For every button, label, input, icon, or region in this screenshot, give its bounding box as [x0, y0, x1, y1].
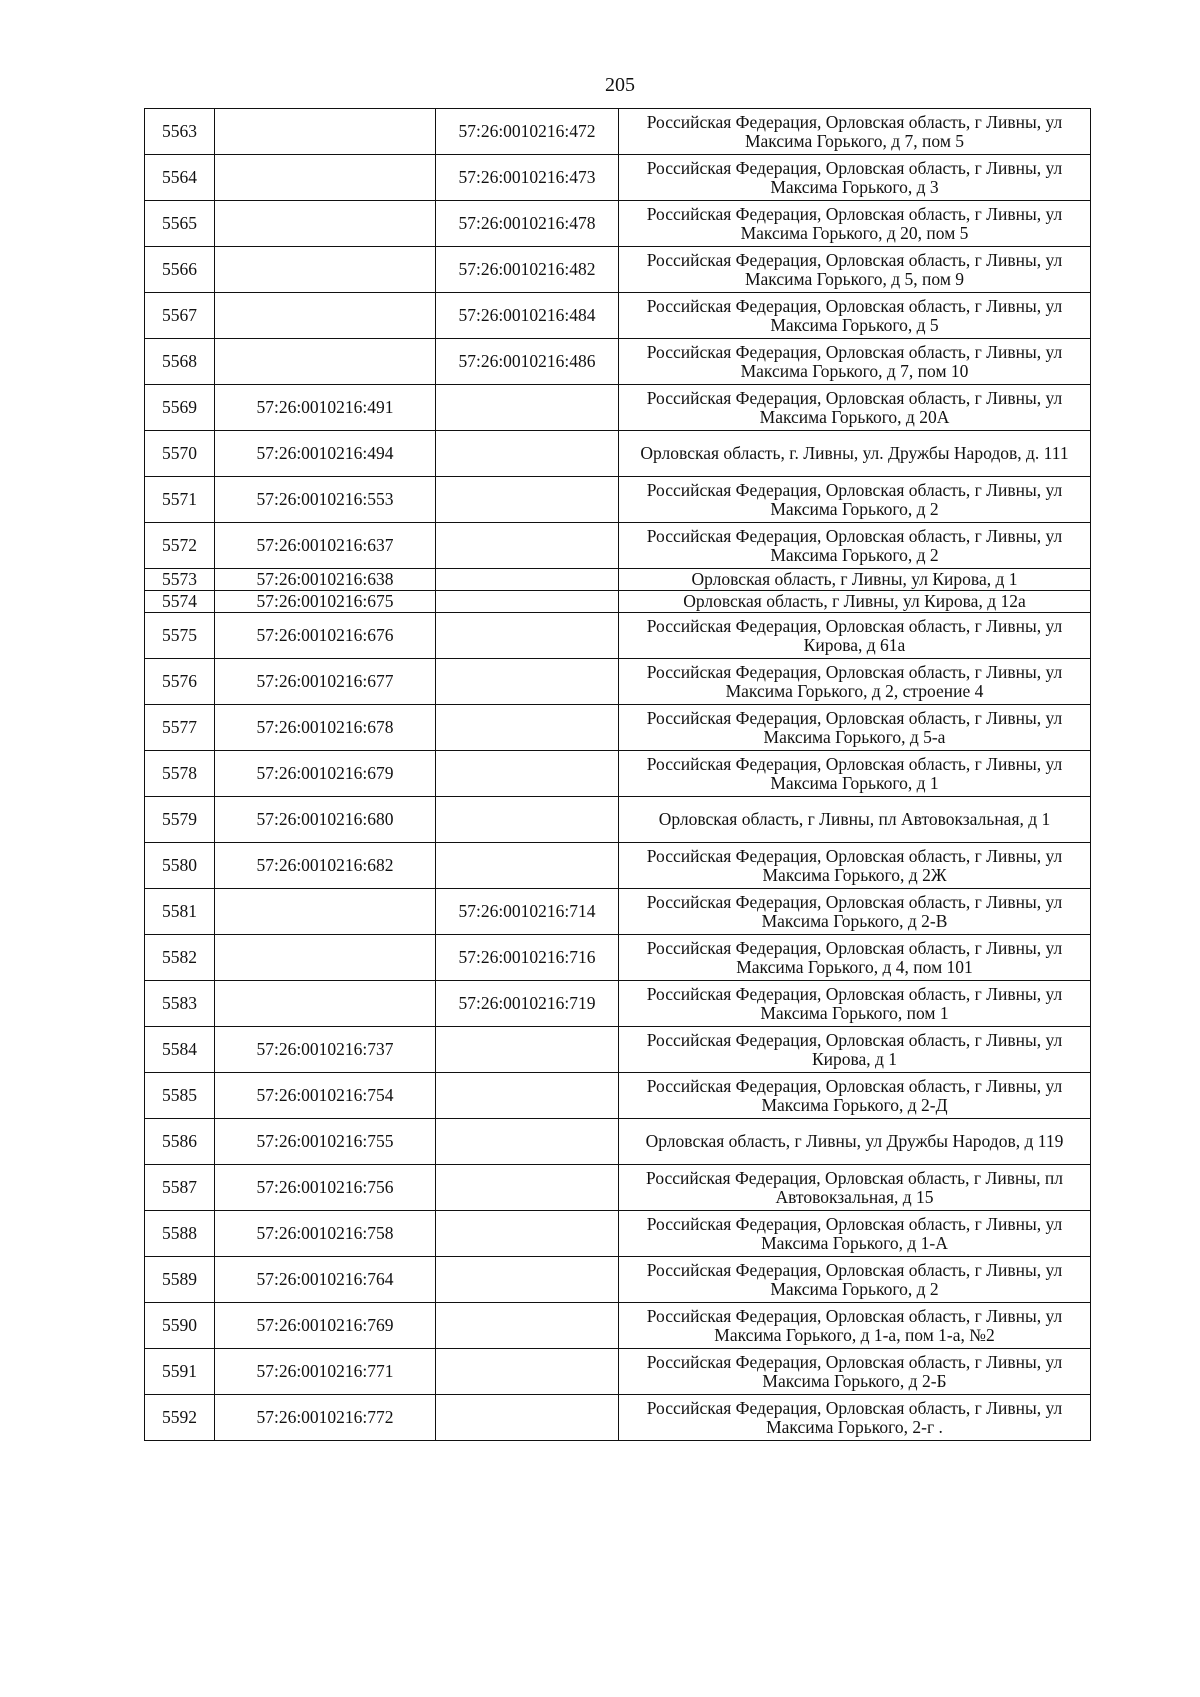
cadastral-number-a-cell [215, 1027, 436, 1073]
cadastral-number-a-cell [215, 935, 436, 981]
cadastral-number-b-text: 57:26:0010216:486 [458, 351, 596, 371]
cadastral-number-a-cell [215, 1119, 436, 1165]
cadastral-number-b-cell [436, 201, 619, 247]
row-number-text: 5580 [162, 855, 197, 875]
address-text: Российская Федерация, Орловская область, г Ливны, ул Максима Горького, д 4, пом 101 [646, 937, 1063, 977]
cadastral-number-a-text: 57:26:0010216:769 [256, 1315, 394, 1335]
table-row [145, 1303, 1091, 1349]
cadastral-number-b-text: 57:26:0010216:482 [458, 259, 596, 279]
cadastral-number-b-cell [436, 1027, 619, 1073]
cadastral-number-a-cell [215, 569, 436, 591]
cadastral-number-b-cell [436, 1257, 619, 1303]
row-number-text: 5583 [162, 993, 197, 1013]
address-cell [619, 751, 1091, 797]
row-number-cell [145, 843, 215, 889]
row-number-cell [145, 797, 215, 843]
address-cell [619, 1349, 1091, 1395]
table-row [145, 889, 1091, 935]
row-number-text: 5577 [162, 717, 197, 737]
cadastral-number-b-cell [436, 889, 619, 935]
row-number-cell [145, 1303, 215, 1349]
cadastral-number-b-cell [436, 1073, 619, 1119]
address-text: Российская Федерация, Орловская область, г Ливны, ул Максима Горького, д 2-Б [646, 1351, 1063, 1391]
table-row [145, 201, 1091, 247]
address-text: Российская Федерация, Орловская область, г Ливны, ул Максима Горького, д 2 [646, 479, 1063, 519]
cadastral-number-a-text: 57:26:0010216:755 [256, 1131, 394, 1151]
table-row [145, 797, 1091, 843]
row-number-text: 5589 [162, 1269, 197, 1289]
address-text: Орловская область, г Ливны, ул Дружбы Народов, д 119 [645, 1131, 1064, 1151]
address-text: Российская Федерация, Орловская область, г Ливны, ул Максима Горького, д 2 [646, 1259, 1063, 1299]
row-number-cell [145, 613, 215, 659]
cadastral-number-a-cell [215, 751, 436, 797]
cadastral-number-a-text: 57:26:0010216:553 [256, 489, 394, 509]
cadastral-number-a-cell [215, 797, 436, 843]
cadastral-number-b-cell [436, 981, 619, 1027]
row-number-cell [145, 155, 215, 201]
row-number-cell [145, 935, 215, 981]
row-number-text: 5568 [162, 351, 197, 371]
cadastral-number-a-text: 57:26:0010216:772 [256, 1407, 394, 1427]
address-text: Российская Федерация, Орловская область, г Ливны, ул Максима Горького, д 7, пом 5 [646, 111, 1063, 151]
row-number-cell [145, 659, 215, 705]
row-number-cell [145, 201, 215, 247]
address-cell [619, 431, 1091, 477]
cadastral-number-b-cell [436, 659, 619, 705]
cadastral-number-a-cell [215, 889, 436, 935]
cadastral-number-a-cell [215, 613, 436, 659]
address-text: Российская Федерация, Орловская область, г Ливны, ул Максима Горького, д 7, пом 10 [646, 341, 1063, 381]
table-row [145, 1349, 1091, 1395]
address-cell [619, 935, 1091, 981]
table-row [145, 591, 1091, 613]
row-number-cell [145, 1119, 215, 1165]
row-number-cell [145, 705, 215, 751]
cadastral-number-a-text: 57:26:0010216:680 [256, 809, 394, 829]
cadastral-number-b-text: 57:26:0010216:478 [458, 213, 596, 233]
row-number-cell [145, 1027, 215, 1073]
row-number-text: 5586 [162, 1131, 197, 1151]
cadastral-number-a-text: 57:26:0010216:675 [256, 591, 394, 611]
table-row [145, 659, 1091, 705]
row-number-text: 5565 [162, 213, 197, 233]
cadastral-number-b-cell [436, 523, 619, 569]
cadastral-number-a-cell [215, 659, 436, 705]
cadastral-number-a-cell [215, 1073, 436, 1119]
address-text: Российская Федерация, Орловская область, г Ливны, ул Максима Горького, д 1-а, пом 1-а, №2 [646, 1305, 1063, 1345]
table-row [145, 1211, 1091, 1257]
cadastral-number-b-cell [436, 477, 619, 523]
address-cell [619, 339, 1091, 385]
address-text: Российская Федерация, Орловская область, г Ливны, ул Максима Горького, д 3 [646, 157, 1063, 197]
cadastral-number-b-cell [436, 109, 619, 155]
cadastral-number-a-cell [215, 1303, 436, 1349]
address-text: Российская Федерация, Орловская область, г Ливны, ул Максима Горького, д 2Ж [646, 845, 1063, 885]
address-text: Российская Федерация, Орловская область, г Ливны, ул Максима Горького, д 20, пом 5 [646, 203, 1063, 243]
table-row [145, 1073, 1091, 1119]
address-text: Орловская область, г. Ливны, ул. Дружбы Народов, д. 111 [640, 443, 1069, 463]
address-cell [619, 1257, 1091, 1303]
address-cell [619, 569, 1091, 591]
address-cell [619, 1395, 1091, 1441]
cadastral-number-b-cell [436, 385, 619, 431]
cadastral-number-b-cell [436, 431, 619, 477]
address-text: Орловская область, г Ливны, пл Автовокзальная, д 1 [658, 809, 1051, 829]
address-text: Российская Федерация, Орловская область, г Ливны, ул Максима Горького, д 1 [646, 753, 1063, 793]
cadastral-number-a-cell [215, 201, 436, 247]
cadastral-number-b-cell [436, 613, 619, 659]
cadastral-number-b-cell [436, 247, 619, 293]
cadastral-number-a-text: 57:26:0010216:638 [256, 569, 394, 589]
address-text: Российская Федерация, Орловская область, г Ливны, ул Максима Горького, 2-г . [646, 1397, 1063, 1437]
cadastral-number-a-cell [215, 1349, 436, 1395]
row-number-text: 5563 [162, 121, 197, 141]
address-text: Российская Федерация, Орловская область, г Ливны, ул Кирова, д 61а [646, 615, 1063, 655]
row-number-cell [145, 293, 215, 339]
table-row [145, 155, 1091, 201]
cadastral-number-a-cell [215, 981, 436, 1027]
row-number-cell [145, 247, 215, 293]
cadastral-number-b-cell [436, 705, 619, 751]
cadastral-number-b-cell [436, 1119, 619, 1165]
row-number-text: 5579 [162, 809, 197, 829]
cadastral-number-b-cell [436, 1211, 619, 1257]
address-cell [619, 201, 1091, 247]
row-number-cell [145, 431, 215, 477]
row-number-cell [145, 751, 215, 797]
table-row [145, 431, 1091, 477]
cadastral-number-a-text: 57:26:0010216:754 [256, 1085, 394, 1105]
row-number-cell [145, 1211, 215, 1257]
table-row [145, 1257, 1091, 1303]
row-number-cell [145, 1073, 215, 1119]
address-cell [619, 1119, 1091, 1165]
address-cell [619, 293, 1091, 339]
address-text: Российская Федерация, Орловская область, г Ливны, ул Максима Горького, пом 1 [646, 983, 1063, 1023]
cadastral-number-a-cell [215, 339, 436, 385]
table-row [145, 613, 1091, 659]
table-row [145, 247, 1091, 293]
registry-table-body [145, 109, 1091, 1441]
row-number-cell [145, 385, 215, 431]
cadastral-number-a-cell [215, 1165, 436, 1211]
address-cell [619, 705, 1091, 751]
cadastral-number-b-cell [436, 1165, 619, 1211]
cadastral-number-a-cell [215, 155, 436, 201]
address-cell [619, 843, 1091, 889]
cadastral-number-b-text: 57:26:0010216:714 [458, 901, 596, 921]
row-number-text: 5570 [162, 443, 197, 463]
address-text: Российская Федерация, Орловская область, г Ливны, ул Максима Горького, д 5 [646, 295, 1063, 335]
address-cell [619, 1027, 1091, 1073]
address-text: Российская Федерация, Орловская область, г Ливны, ул Максима Горького, д 20А [646, 387, 1063, 427]
row-number-text: 5574 [162, 591, 197, 611]
address-text: Российская Федерация, Орловская область, г Ливны, ул Кирова, д 1 [646, 1029, 1063, 1069]
table-row [145, 705, 1091, 751]
cadastral-number-a-text: 57:26:0010216:678 [256, 717, 394, 737]
row-number-text: 5567 [162, 305, 197, 325]
cadastral-number-a-text: 57:26:0010216:679 [256, 763, 394, 783]
cadastral-number-b-cell [436, 1395, 619, 1441]
cadastral-number-a-text: 57:26:0010216:682 [256, 855, 394, 875]
row-number-cell [145, 339, 215, 385]
table-row [145, 843, 1091, 889]
address-cell [619, 981, 1091, 1027]
row-number-text: 5566 [162, 259, 197, 279]
cadastral-number-b-cell [436, 843, 619, 889]
table-row [145, 109, 1091, 155]
address-cell [619, 247, 1091, 293]
cadastral-number-a-text: 57:26:0010216:494 [256, 443, 394, 463]
table-row [145, 293, 1091, 339]
address-text: Российская Федерация, Орловская область, г Ливны, пл Автовокзальная, д 15 [646, 1167, 1063, 1207]
table-row [145, 981, 1091, 1027]
cadastral-number-a-cell [215, 1211, 436, 1257]
cadastral-number-a-cell [215, 705, 436, 751]
row-number-text: 5569 [162, 397, 197, 417]
address-cell [619, 477, 1091, 523]
row-number-cell [145, 889, 215, 935]
address-cell [619, 613, 1091, 659]
cadastral-number-b-cell [436, 591, 619, 613]
row-number-cell [145, 1349, 215, 1395]
row-number-text: 5571 [162, 489, 197, 509]
address-cell [619, 109, 1091, 155]
cadastral-number-b-text: 57:26:0010216:719 [458, 993, 596, 1013]
cadastral-number-b-cell [436, 155, 619, 201]
address-cell [619, 155, 1091, 201]
row-number-text: 5575 [162, 625, 197, 645]
row-number-text: 5564 [162, 167, 197, 187]
row-number-cell [145, 1395, 215, 1441]
cadastral-number-b-cell [436, 1303, 619, 1349]
cadastral-number-a-cell [215, 477, 436, 523]
table-row [145, 751, 1091, 797]
address-text: Российская Федерация, Орловская область, г Ливны, ул Максима Горького, д 5-а [646, 707, 1063, 747]
row-number-cell [145, 477, 215, 523]
address-text: Российская Федерация, Орловская область, г Ливны, ул Максима Горького, д 5, пом 9 [646, 249, 1063, 289]
cadastral-number-b-cell [436, 293, 619, 339]
address-cell [619, 385, 1091, 431]
address-cell [619, 797, 1091, 843]
cadastral-number-a-text: 57:26:0010216:758 [256, 1223, 394, 1243]
table-row [145, 385, 1091, 431]
row-number-text: 5573 [162, 569, 197, 589]
row-number-text: 5578 [162, 763, 197, 783]
cadastral-number-a-text: 57:26:0010216:676 [256, 625, 394, 645]
cadastral-number-a-text: 57:26:0010216:764 [256, 1269, 394, 1289]
row-number-text: 5584 [162, 1039, 197, 1059]
address-cell [619, 889, 1091, 935]
cadastral-number-a-text: 57:26:0010216:491 [256, 397, 394, 417]
address-cell [619, 1073, 1091, 1119]
row-number-text: 5581 [162, 901, 197, 921]
cadastral-number-b-cell [436, 1349, 619, 1395]
row-number-text: 5572 [162, 535, 197, 555]
row-number-cell [145, 569, 215, 591]
row-number-cell [145, 981, 215, 1027]
cadastral-number-a-cell [215, 591, 436, 613]
row-number-text: 5576 [162, 671, 197, 691]
cadastral-number-a-cell [215, 431, 436, 477]
cadastral-number-a-cell [215, 1395, 436, 1441]
row-number-text: 5585 [162, 1085, 197, 1105]
cadastral-registry-table [144, 108, 1091, 1441]
page-number: 205 [605, 74, 635, 96]
table-row [145, 477, 1091, 523]
cadastral-number-a-cell [215, 523, 436, 569]
address-text: Российская Федерация, Орловская область, г Ливны, ул Максима Горького, д 2-В [646, 891, 1063, 931]
cadastral-number-b-cell [436, 751, 619, 797]
cadastral-number-a-cell [215, 109, 436, 155]
row-number-text: 5588 [162, 1223, 197, 1243]
cadastral-number-b-text: 57:26:0010216:716 [458, 947, 596, 967]
row-number-cell [145, 1257, 215, 1303]
address-text: Российская Федерация, Орловская область, г Ливны, ул Максима Горького, д 1-А [646, 1213, 1063, 1253]
table-row [145, 1119, 1091, 1165]
table-row [145, 1027, 1091, 1073]
row-number-cell [145, 109, 215, 155]
cadastral-number-a-text: 57:26:0010216:737 [256, 1039, 394, 1059]
table-row [145, 339, 1091, 385]
table-row [145, 935, 1091, 981]
cadastral-number-b-cell [436, 339, 619, 385]
address-text: Российская Федерация, Орловская область, г Ливны, ул Максима Горького, д 2-Д [646, 1075, 1063, 1115]
cadastral-number-a-cell [215, 385, 436, 431]
cadastral-number-a-text: 57:26:0010216:771 [256, 1361, 394, 1381]
address-text: Российская Федерация, Орловская область, г Ливны, ул Максима Горького, д 2, строение 4 [646, 661, 1063, 701]
row-number-text: 5582 [162, 947, 197, 967]
cadastral-number-b-cell [436, 797, 619, 843]
cadastral-number-a-text: 57:26:0010216:637 [256, 535, 394, 555]
cadastral-number-b-cell [436, 569, 619, 591]
address-cell [619, 523, 1091, 569]
cadastral-number-a-cell [215, 293, 436, 339]
address-cell [619, 591, 1091, 613]
cadastral-number-a-cell [215, 843, 436, 889]
address-text: Российская Федерация, Орловская область, г Ливны, ул Максима Горького, д 2 [646, 525, 1063, 565]
cadastral-number-a-cell [215, 247, 436, 293]
row-number-text: 5591 [162, 1361, 197, 1381]
row-number-text: 5590 [162, 1315, 197, 1335]
cadastral-number-b-text: 57:26:0010216:472 [458, 121, 596, 141]
table-row [145, 523, 1091, 569]
table-row [145, 1395, 1091, 1441]
address-text: Орловская область, г Ливны, ул Кирова, д 1 [691, 569, 1018, 589]
row-number-text: 5587 [162, 1177, 197, 1197]
cadastral-number-a-text: 57:26:0010216:756 [256, 1177, 394, 1197]
table-row [145, 569, 1091, 591]
table-row [145, 1165, 1091, 1211]
row-number-cell [145, 591, 215, 613]
cadastral-number-a-text: 57:26:0010216:677 [256, 671, 394, 691]
address-text: Орловская область, г Ливны, ул Кирова, д 12а [683, 591, 1026, 611]
address-cell [619, 1211, 1091, 1257]
row-number-cell [145, 523, 215, 569]
row-number-cell [145, 1165, 215, 1211]
cadastral-number-b-text: 57:26:0010216:484 [458, 305, 596, 325]
row-number-text: 5592 [162, 1407, 197, 1427]
cadastral-number-b-cell [436, 935, 619, 981]
address-cell [619, 659, 1091, 705]
cadastral-number-a-cell [215, 1257, 436, 1303]
address-cell [619, 1165, 1091, 1211]
address-cell [619, 1303, 1091, 1349]
cadastral-number-b-text: 57:26:0010216:473 [458, 167, 596, 187]
